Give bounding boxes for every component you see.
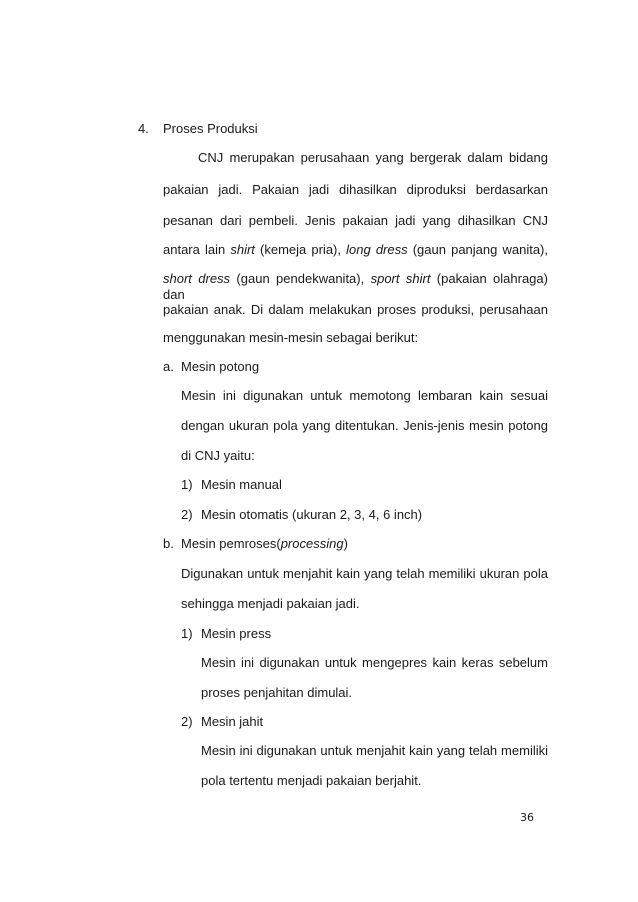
sublist-item-line: Mesin ini digunakan untuk mengepres kain keras sebelum (201, 655, 548, 670)
italic-term: sport shirt (370, 271, 431, 286)
sublist-item: Mesin manual (201, 477, 282, 492)
list-item-line: Digunakan untuk menjahit kain yang telah memiliki ukuran pola (181, 566, 548, 581)
sublist-marker: 1) (181, 626, 193, 641)
paragraph-line: pakaian jadi. Pakaian jadi dihasilkan diproduksi berdasarkan (163, 182, 548, 197)
list-item-line: dengan ukuran pola yang ditentukan. Jenis-jenis mesin potong (181, 418, 548, 433)
text-run: (gaun panjang wanita), (407, 242, 548, 257)
list-item-line: sehingga menjadi pakaian jadi. (181, 596, 360, 611)
text-run: antara lain (163, 242, 231, 257)
text-run: (pakaian olahraga) dan (163, 271, 548, 302)
sublist-item-line: Mesin ini digunakan untuk menjahit kain yang telah memiliki (201, 743, 548, 758)
text-run: ) (343, 536, 348, 551)
list-item-title: Mesin potong (181, 359, 260, 374)
paragraph-line: CNJ merupakan perusahaan yang bergerak dalam bidang (198, 150, 548, 165)
sublist-item-line: proses penjahitan dimulai. (201, 685, 353, 700)
sublist-marker: 2) (181, 714, 193, 729)
sublist-item-title: Mesin press (201, 626, 272, 641)
sublist-item: Mesin otomatis (ukuran 2, 3, 4, 6 inch) (201, 507, 423, 522)
italic-term: shirt (230, 242, 255, 257)
list-marker: a. (163, 359, 174, 374)
list-item-line: di CNJ yaitu: (181, 448, 255, 463)
list-item-line: Mesin ini digunakan untuk memotong lembaran kain sesuai (181, 388, 548, 403)
sublist-marker: 2) (181, 507, 193, 522)
page-number: 36 (520, 811, 534, 824)
paragraph-line (163, 242, 548, 258)
list-item-title (181, 536, 348, 552)
sublist-marker: 1) (181, 477, 193, 492)
text-run: (kemeja pria), (254, 242, 347, 257)
italic-term: short dress (163, 271, 231, 286)
sublist-item-title: Mesin jahit (201, 714, 264, 729)
paragraph-line: menggunakan mesin-mesin sebagai berikut: (163, 330, 419, 345)
italic-term: long dress (346, 242, 408, 257)
section-number: 4. (138, 121, 149, 136)
section-title: Proses Produksi (163, 121, 258, 136)
paragraph-line (163, 271, 548, 302)
paragraph-line: pesanan dari pembeli. Jenis pakaian jadi yang dihasilkan CNJ (163, 213, 548, 228)
paragraph-line: pakaian anak. Di dalam melakukan proses produksi, perusahaan (163, 302, 548, 317)
sublist-item-line: pola tertentu menjadi pakaian berjahit. (201, 773, 422, 788)
italic-term: processing (280, 536, 344, 551)
text-run: Mesin pemroses( (181, 536, 281, 551)
list-marker: b. (163, 536, 174, 551)
text-run: (gaun pendekwanita), (230, 271, 371, 286)
